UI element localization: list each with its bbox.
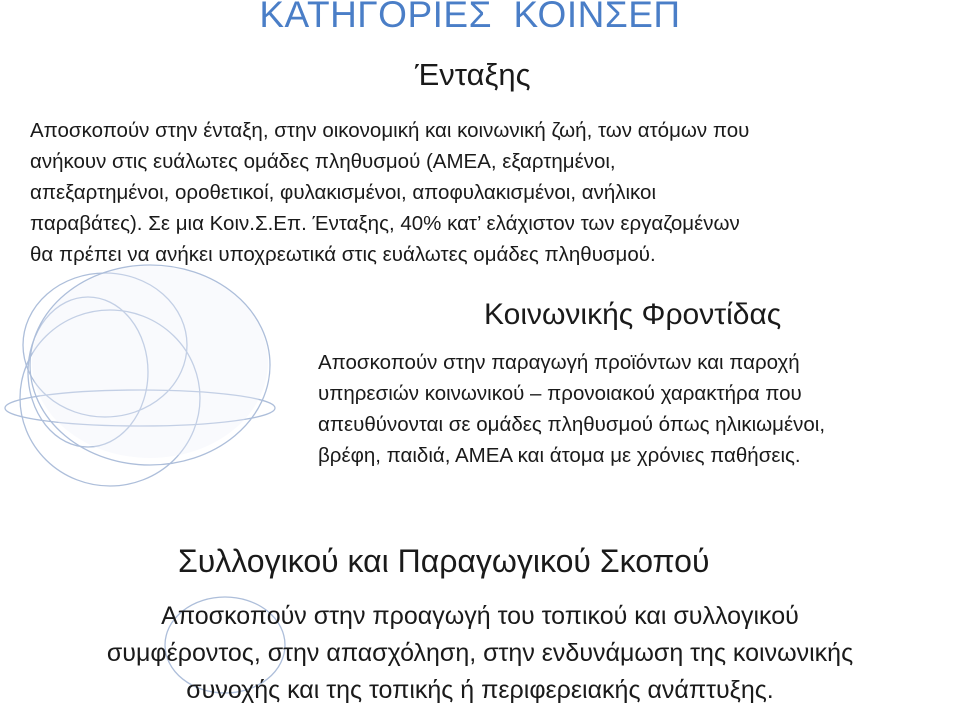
heading-entaxis: Ένταξης	[415, 57, 531, 92]
text-line: υπηρεσιών κοινωνικού – προνοιακού χαρακτήρα που	[318, 382, 802, 405]
text-line: απευθύνονται σε ομάδες πληθυσμού όπως ηλικιωμένοι,	[318, 413, 826, 436]
heading-koinonikis-frontidas: Κοινωνικής Φροντίδας	[484, 298, 782, 331]
text-line: θα πρέπει να ανήκει υποχρεωτικά στις ευάλωτες ομάδες πληθυσμού.	[30, 243, 656, 266]
text-line: Αποσκοπούν στην προαγωγή του τοπικού και συλλογικού	[161, 602, 799, 630]
slide-title: ΚΑΤΗΓΟΡΙΕΣ ΚΟΙΝΣΕΠ	[259, 0, 681, 35]
paragraph-entaxis	[30, 115, 749, 270]
text-line: ανήκουν στις ευάλωτες ομάδες πληθυσμού (ΑΜΕΑ, εξαρτημένοι,	[30, 150, 616, 173]
text-line: βρέφη, παιδιά, ΑΜΕΑ και άτομα με χρόνιες παθήσεις.	[318, 444, 801, 467]
heading-syllogikou-skopou: Συλλογικού και Παραγωγικού Σκοπού	[178, 543, 710, 579]
text-line: συμφέροντος, στην απασχόληση, στην ενδυνάμωση της κοινωνικής	[106, 639, 854, 667]
text-line: συνοχής και της τοπικής ή περιφερειακής ανάπτυξης.	[186, 676, 774, 704]
text-line: Αποσκοπούν στην ένταξη, στην οικονομική και κοινωνική ζωή, των ατόμων που	[30, 119, 750, 142]
paragraph-syllogikou-skopou	[45, 598, 915, 709]
paragraph-koinonikis-frontidas	[318, 347, 825, 471]
text-line: παραβάτες). Σε μια Κοιν.Σ.Επ. Ένταξης, 40% κατ’ ελάχιστον των εργαζομένων	[30, 212, 740, 235]
text-line: Αποσκοπούν στην παραγωγή προϊόντων και παροχή	[318, 351, 800, 374]
text-line: απεξαρτημένοι, οροθετικοί, φυλακισμένοι, αποφυλακισμένοι, ανήλικοι	[30, 181, 657, 204]
